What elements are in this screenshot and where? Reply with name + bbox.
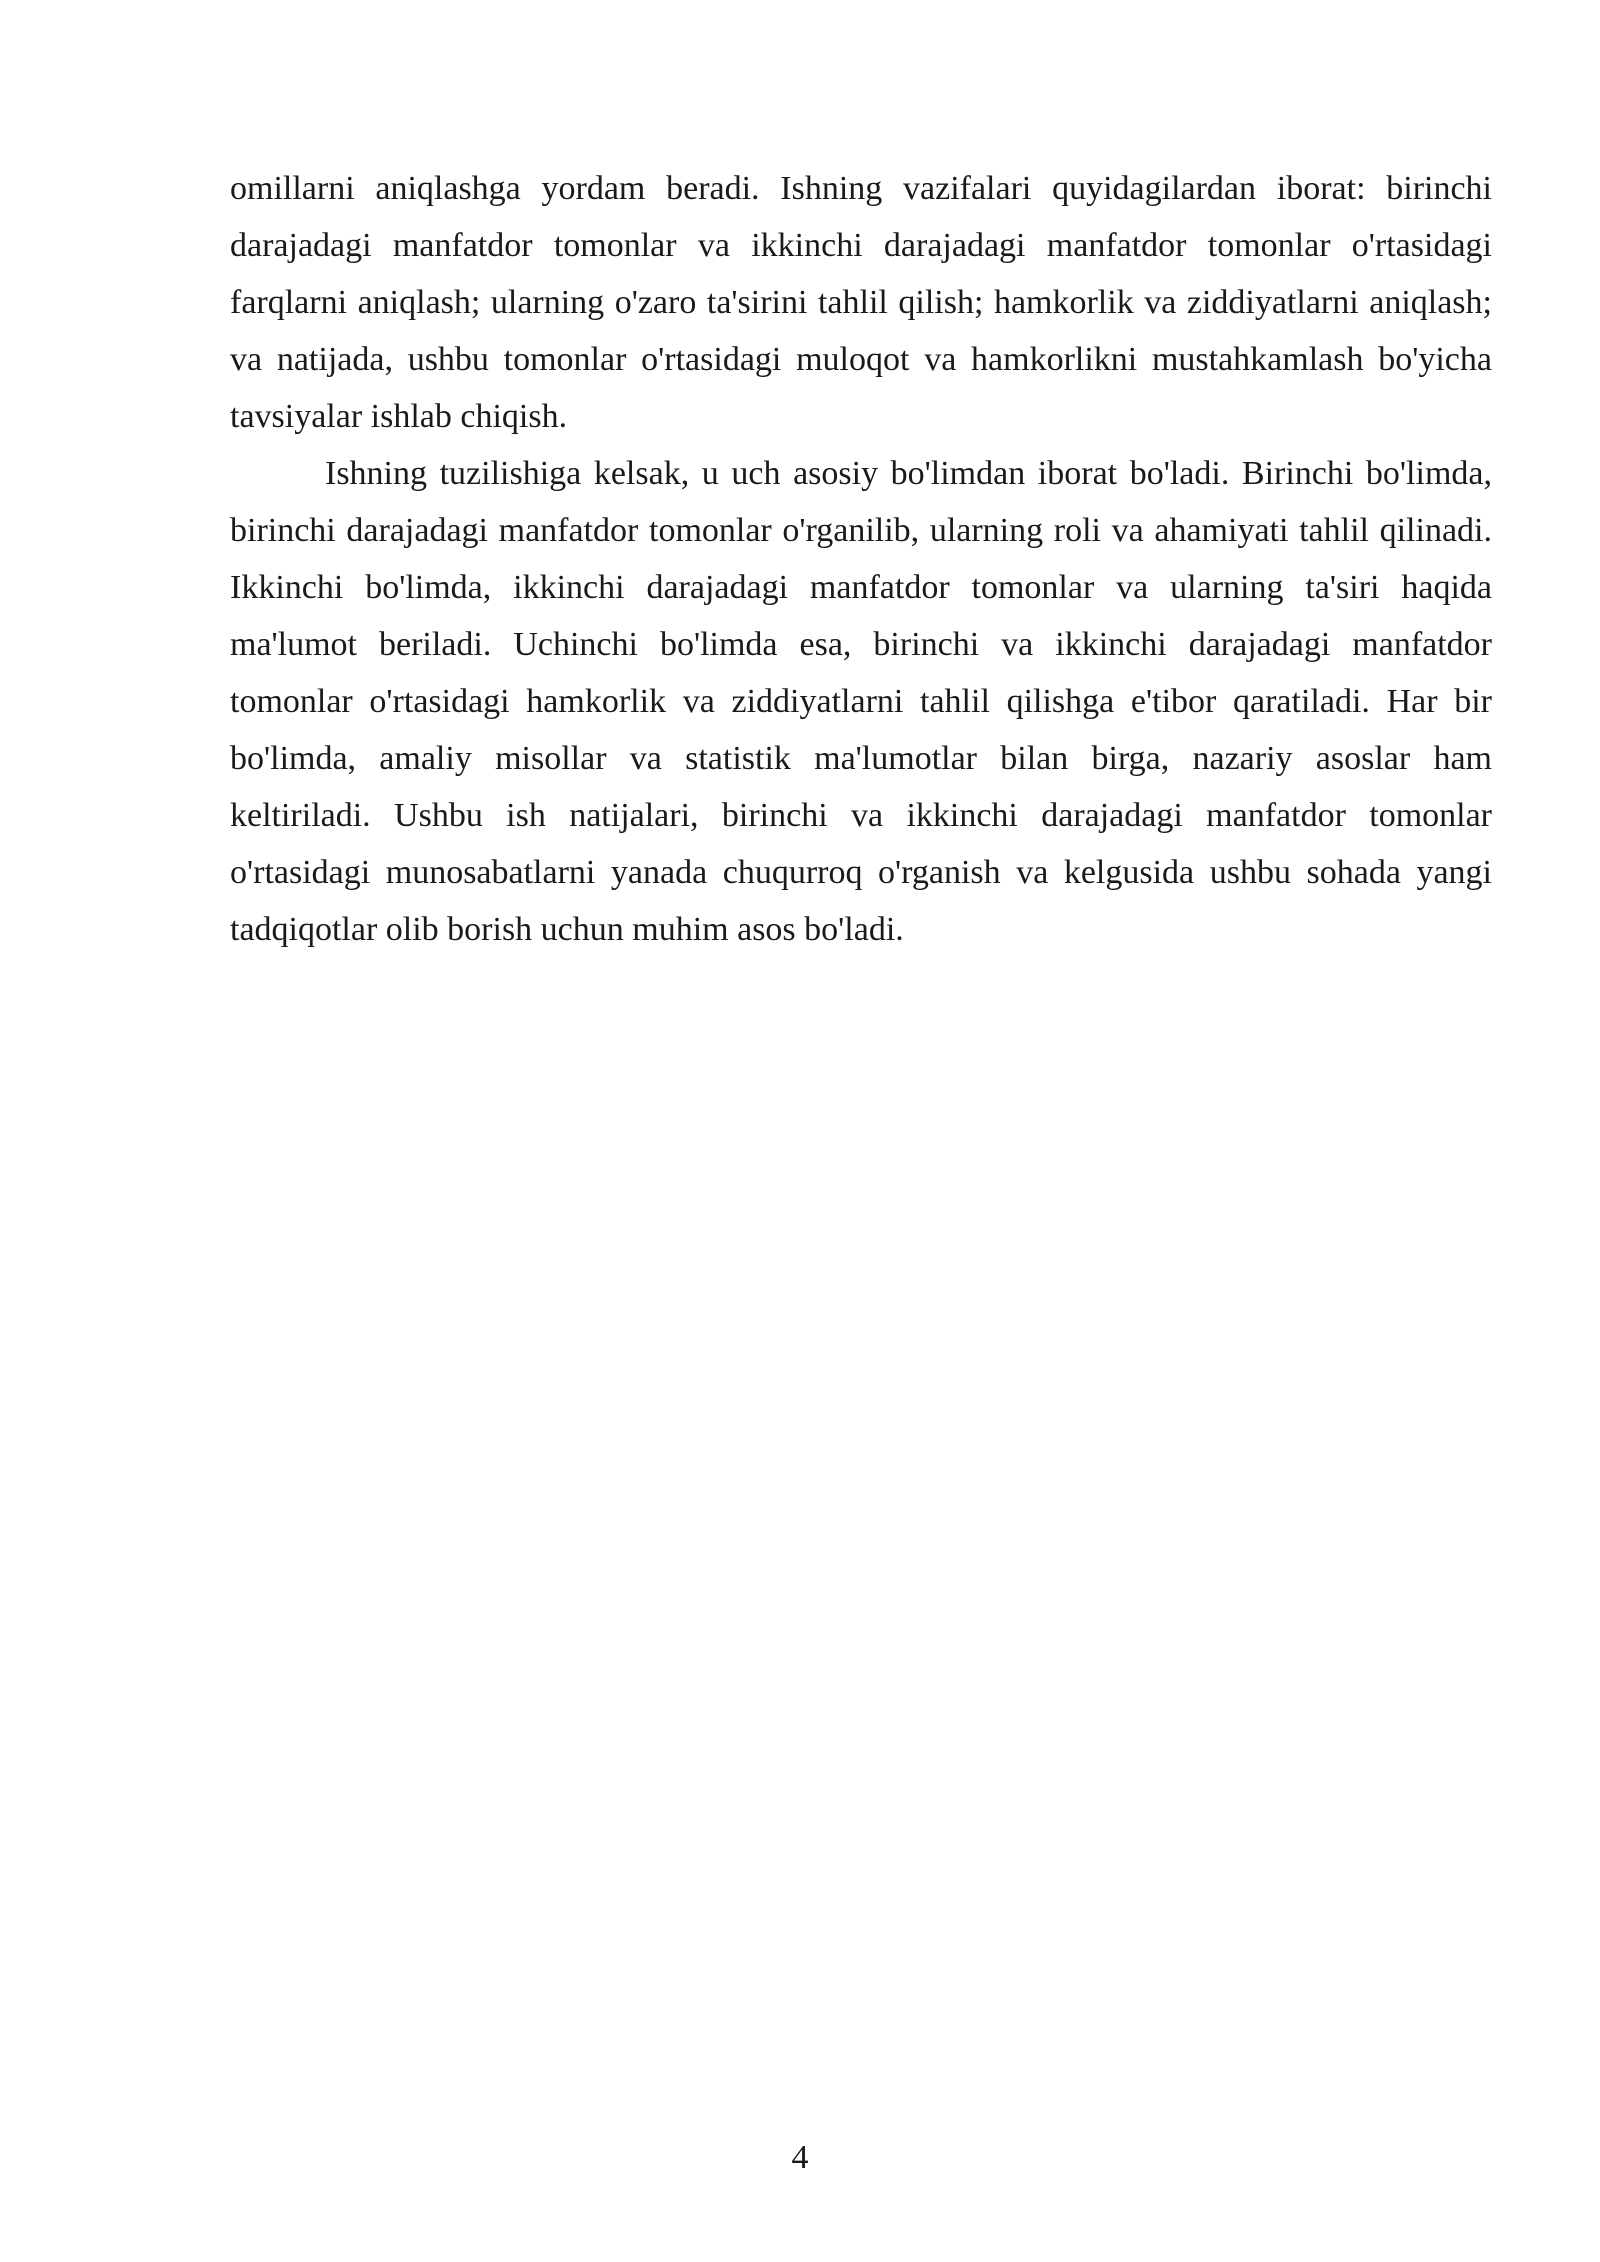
paragraph-continuation: omillarni aniqlashga yordam beradi. Ishning vazifalari quyidagilardan iborat: birinchi darajadagi manfatdor tomonlar va ikkinchi darajadagi manfatdor tomonlar o'rtasidagi farqlarni aniqlash; ularning o'zaro ta'sirini tahlil qilish; hamkorlik va ziddiyatlarni aniqlash; va natijada, ushbu tomonlar o'rtasidagi muloqot va hamkorlikni mustahkamlash bo'yicha tavsiyalar ishlab chiqish.: [230, 170, 1492, 435]
body-text: [230, 160, 1492, 958]
page-number: 4: [791, 2139, 809, 2176]
paragraph-structure: Ishning tuzilishiga kelsak, u uch asosiy bo'limdan iborat bo'ladi. Birinchi bo'limda, birinchi darajadagi manfatdor tomonlar o'rganilib, ularning roli va ahamiyati tahlil qilinadi. Ikkinchi bo'limda, ikkinchi darajadagi manfatdor tomonlar va ularning ta'siri haqida ma'lumot beriladi. Uchinchi bo'limda esa, birinchi va ikkinchi darajadagi manfatdor tomonlar o'rtasidagi hamkorlik va ziddiyatlarni tahlil qilishga e'tibor qaratiladi. Har bir bo'limda, amaliy misollar va statistik ma'lumotlar bilan birga, nazariy asoslar ham keltiriladi. Ushbu ish natijalari, birinchi va ikkinchi darajadagi manfatdor tomonlar o'rtasidagi munosabatlarni yanada chuqurroq o'rganish va kelgusida ushbu sohada yangi tadqiqotlar olib borish uchun muhim asos bo'ladi.: [230, 455, 1492, 948]
